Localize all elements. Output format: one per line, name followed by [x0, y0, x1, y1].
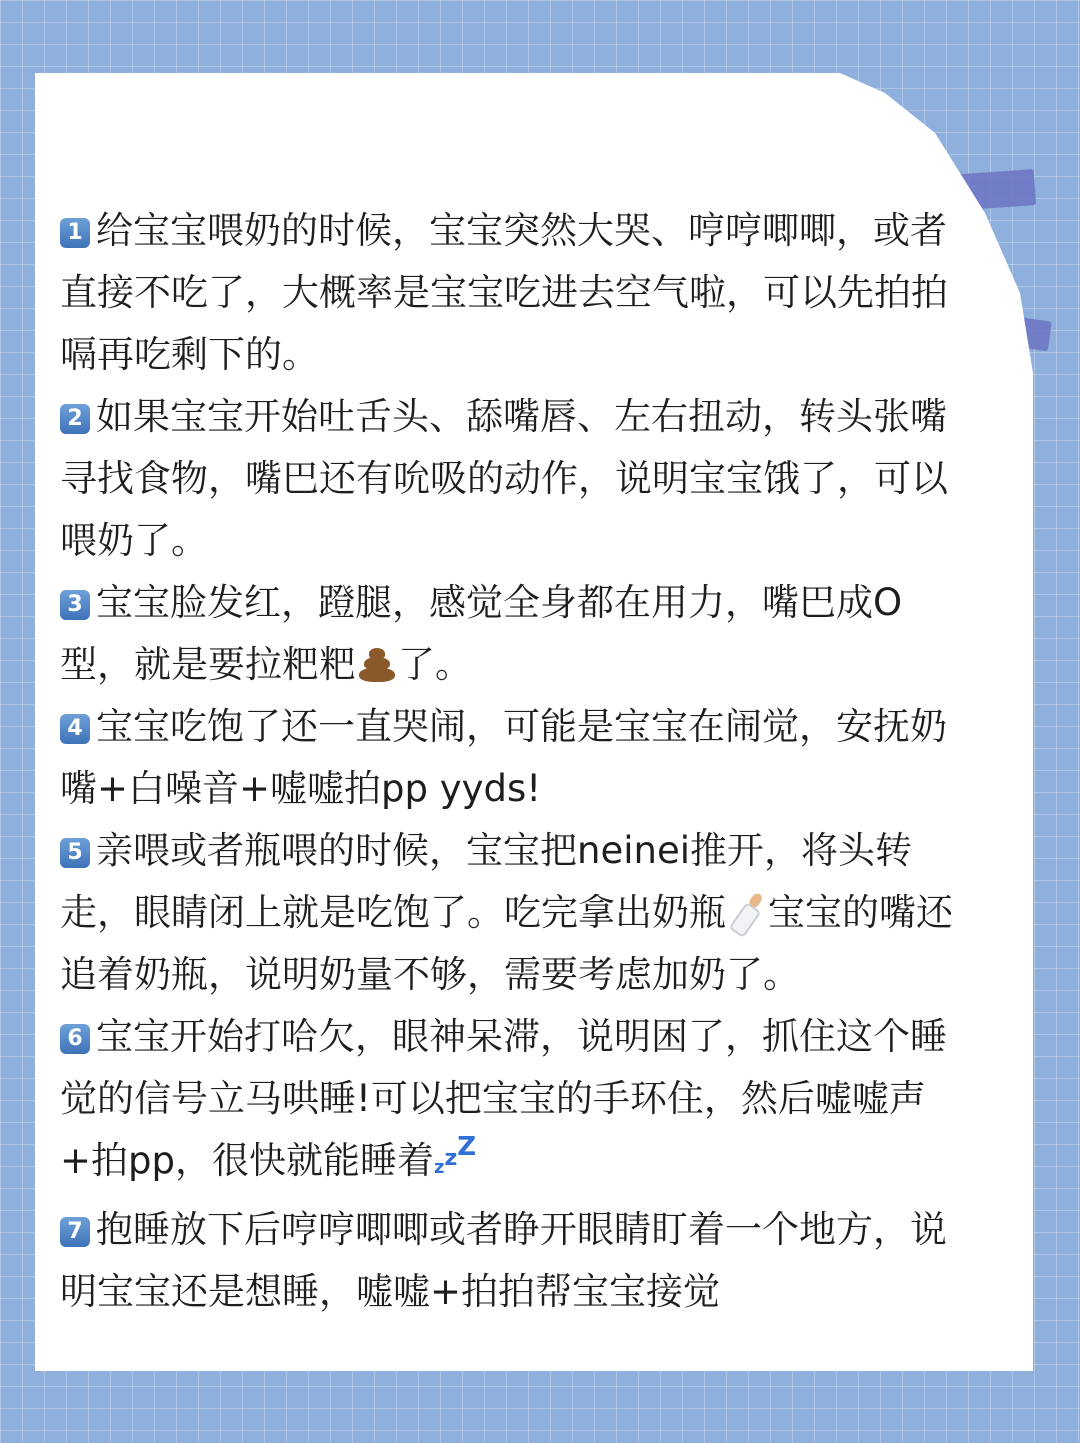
- tip-text-3-end: 了。: [398, 643, 472, 686]
- tip-item-4: [60, 696, 975, 820]
- baby-bottle-icon: [727, 891, 767, 931]
- tip-item-3: [60, 572, 975, 696]
- number-badge-2: 2: [60, 404, 90, 434]
- number-badge-4: 4: [60, 714, 90, 744]
- number-badge-7: 7: [60, 1217, 90, 1247]
- poop-icon: [357, 645, 397, 683]
- number-badge-1: 1: [60, 218, 90, 248]
- tip-text-6: 宝宝开始打哈欠，眼神呆滞，说明困了，抓住这个睡觉的信号立马哄睡!可以把宝宝的手环住，然后嘘嘘声+拍pp，很快就能睡着: [60, 1015, 947, 1182]
- tip-item-7: [60, 1199, 975, 1323]
- number-badge-3: 3: [60, 590, 90, 620]
- tip-text-3: 宝宝脸发红，蹬腿，感觉全身都在用力，嘴巴成O型，就是要拉粑粑: [60, 581, 903, 686]
- tip-item-1: [60, 200, 975, 386]
- tip-item-6: [60, 1006, 975, 1199]
- tip-text-5-end: 宝宝的嘴还追着奶瓶，说明奶量不够，需要考虑加奶了。: [60, 891, 953, 996]
- tip-item-2: [60, 386, 975, 572]
- number-badge-6: 6: [60, 1024, 90, 1054]
- tip-text-1: 给宝宝喂奶的时候，宝宝突然大哭、哼哼唧唧，或者直接不吃了，大概率是宝宝吃进去空气啦，可以先拍拍嗝再吃剩下的。: [60, 209, 948, 376]
- tips-list: [60, 200, 975, 1323]
- tip-text-2: 如果宝宝开始吐舌头、舔嘴唇、左右扭动，转头张嘴寻找食物，嘴巴还有吮吸的动作，说明宝宝饿了，可以喂奶了。: [60, 395, 948, 562]
- tip-text-4: 宝宝吃饱了还一直哭闹，可能是宝宝在闹觉，安抚奶嘴+白噪音+嘘嘘拍pp yyds!: [60, 705, 947, 810]
- number-badge-5: 5: [60, 838, 90, 868]
- tip-item-5: [60, 820, 975, 1006]
- tip-text-7: 抱睡放下后哼哼唧唧或者睁开眼睛盯着一个地方，说明宝宝还是想睡，嘘嘘+拍拍帮宝宝接觉: [60, 1208, 947, 1313]
- tip-text-5: 亲喂或者瓶喂的时候，宝宝把neinei推开，将头转走，眼睛闭上就是吃饱了。吃完拿出奶瓶: [60, 829, 912, 934]
- zzz-icon: $z^{zZ}$: [433, 1132, 477, 1178]
